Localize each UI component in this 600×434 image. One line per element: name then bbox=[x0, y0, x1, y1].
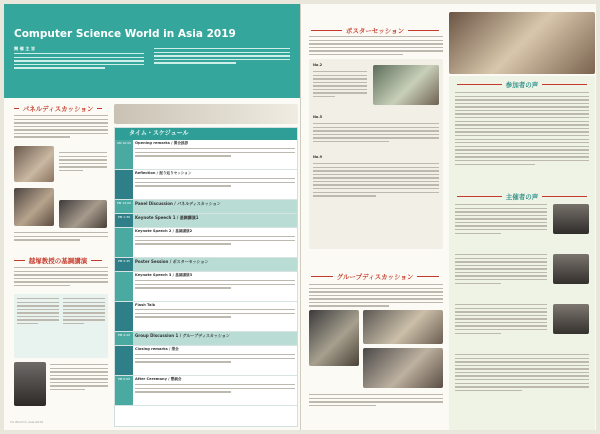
schedule-row bbox=[115, 332, 297, 346]
schedule-time bbox=[115, 302, 133, 331]
schedule-event-title: Keynote Speech 3 / 基調講演3 bbox=[135, 273, 193, 277]
schedule-row bbox=[115, 346, 297, 376]
poster-section-heading: ポスターセッション bbox=[307, 26, 443, 35]
group-section-heading: グループディスカッション bbox=[307, 272, 443, 281]
schedule-event-title: Keynote Speech 2 / 基調講演2 bbox=[135, 229, 193, 233]
poster-list bbox=[309, 59, 443, 249]
speaker-photo bbox=[14, 362, 46, 406]
left-page bbox=[4, 4, 300, 430]
schedule-event bbox=[133, 228, 297, 257]
panel-photo-3 bbox=[59, 200, 107, 228]
schedule-event-title: Poster Session / ポスターセッション bbox=[135, 259, 209, 264]
panel-photo-1 bbox=[14, 146, 54, 182]
schedule-time: PM 1:30 bbox=[115, 214, 133, 227]
schedule-time bbox=[115, 228, 133, 257]
schedule-row bbox=[115, 272, 297, 302]
schedule-event-title: Reflection / 振り返りセッション bbox=[135, 171, 192, 175]
group-photo-3 bbox=[363, 348, 443, 388]
poster-number-1: No.2 bbox=[313, 63, 323, 67]
schedule-time bbox=[115, 346, 133, 375]
schedule-heading: タイム・スケジュール bbox=[115, 128, 297, 140]
organizer-photo-3 bbox=[553, 304, 589, 334]
lecture-boxes bbox=[14, 294, 108, 358]
hero-photo bbox=[114, 104, 298, 124]
group-photo-2 bbox=[363, 310, 443, 344]
page-number-left: CS World in Asia 2019 bbox=[10, 420, 44, 424]
opening-text bbox=[14, 53, 144, 71]
schedule-time bbox=[115, 272, 133, 301]
schedule-event bbox=[133, 346, 297, 375]
schedule-event bbox=[133, 214, 297, 227]
schedule-event-title: Keynote Speech 1 / 基調講演1 bbox=[135, 215, 199, 220]
schedule-event bbox=[133, 272, 297, 301]
schedule-event-title: Closing remarks / 閉会 bbox=[135, 347, 179, 351]
poster-intro bbox=[309, 36, 443, 57]
group-caption bbox=[309, 394, 443, 408]
schedule-row bbox=[115, 214, 297, 228]
schedule-time: PM 6:00 bbox=[115, 376, 133, 405]
schedule-event bbox=[133, 200, 297, 213]
panel-caption-1 bbox=[59, 152, 107, 173]
panel-section-heading: パネルディスカッション bbox=[10, 104, 106, 113]
participants-text bbox=[455, 92, 589, 167]
schedule-event bbox=[133, 332, 297, 345]
schedule-event-title: Opening remarks / 開会挨拶 bbox=[135, 141, 189, 145]
panel-text bbox=[14, 115, 108, 140]
schedule-time: PM 4:20 bbox=[115, 332, 133, 345]
schedule-event-title: Group Discussion 1 / グループディスカッション bbox=[135, 333, 230, 338]
schedule-event bbox=[133, 140, 297, 169]
schedule-row bbox=[115, 170, 297, 200]
poster-photo-1 bbox=[373, 65, 439, 105]
participants-heading: 参加者の声 bbox=[453, 80, 591, 89]
schedule-event bbox=[133, 258, 297, 271]
schedule-row bbox=[115, 258, 297, 272]
voices-panel bbox=[449, 76, 595, 430]
schedule-event bbox=[133, 170, 297, 199]
organizer-photo-2 bbox=[553, 254, 589, 284]
lecture-summary bbox=[50, 364, 108, 393]
group-text bbox=[309, 284, 443, 309]
schedule-event-title: After Ceremony / 懇親会 bbox=[135, 377, 182, 381]
schedule-time: AM 10:00 bbox=[115, 140, 133, 169]
schedule-row bbox=[115, 140, 297, 170]
schedule-time bbox=[115, 170, 133, 199]
title-banner bbox=[4, 4, 300, 98]
poster-number-3: No.9 bbox=[313, 155, 323, 159]
page-title: Computer Science World in Asia 2019 bbox=[14, 28, 236, 40]
schedule-time: PM 12:00 bbox=[115, 200, 133, 213]
crowd-photo bbox=[449, 12, 595, 74]
opening-text-2 bbox=[154, 48, 290, 66]
right-page bbox=[300, 4, 596, 430]
schedule-row bbox=[115, 228, 297, 258]
schedule-time: PM 2:45 bbox=[115, 258, 133, 271]
schedule-event bbox=[133, 376, 297, 405]
schedule-row bbox=[115, 200, 297, 214]
group-photo-1 bbox=[309, 310, 359, 366]
schedule bbox=[114, 127, 298, 427]
organizer-photo-1 bbox=[553, 204, 589, 234]
panel-caption-2 bbox=[14, 232, 108, 243]
schedule-row bbox=[115, 376, 297, 406]
schedule-event-title: Flash Talk bbox=[135, 303, 156, 307]
schedule-event bbox=[133, 302, 297, 331]
organizers-heading: 主催者の声 bbox=[453, 192, 591, 201]
schedule-row bbox=[115, 302, 297, 332]
schedule-event-title: Panel Discussion / パネルディスカッション bbox=[135, 201, 221, 206]
panel-photo-2 bbox=[14, 188, 54, 226]
lecture-section-heading: 越塚教授の基調講演 bbox=[10, 256, 106, 265]
lecture-text bbox=[14, 267, 108, 288]
opening-label: 開 催 主 旨 bbox=[14, 46, 36, 51]
poster-number-2: No.5 bbox=[313, 115, 323, 119]
